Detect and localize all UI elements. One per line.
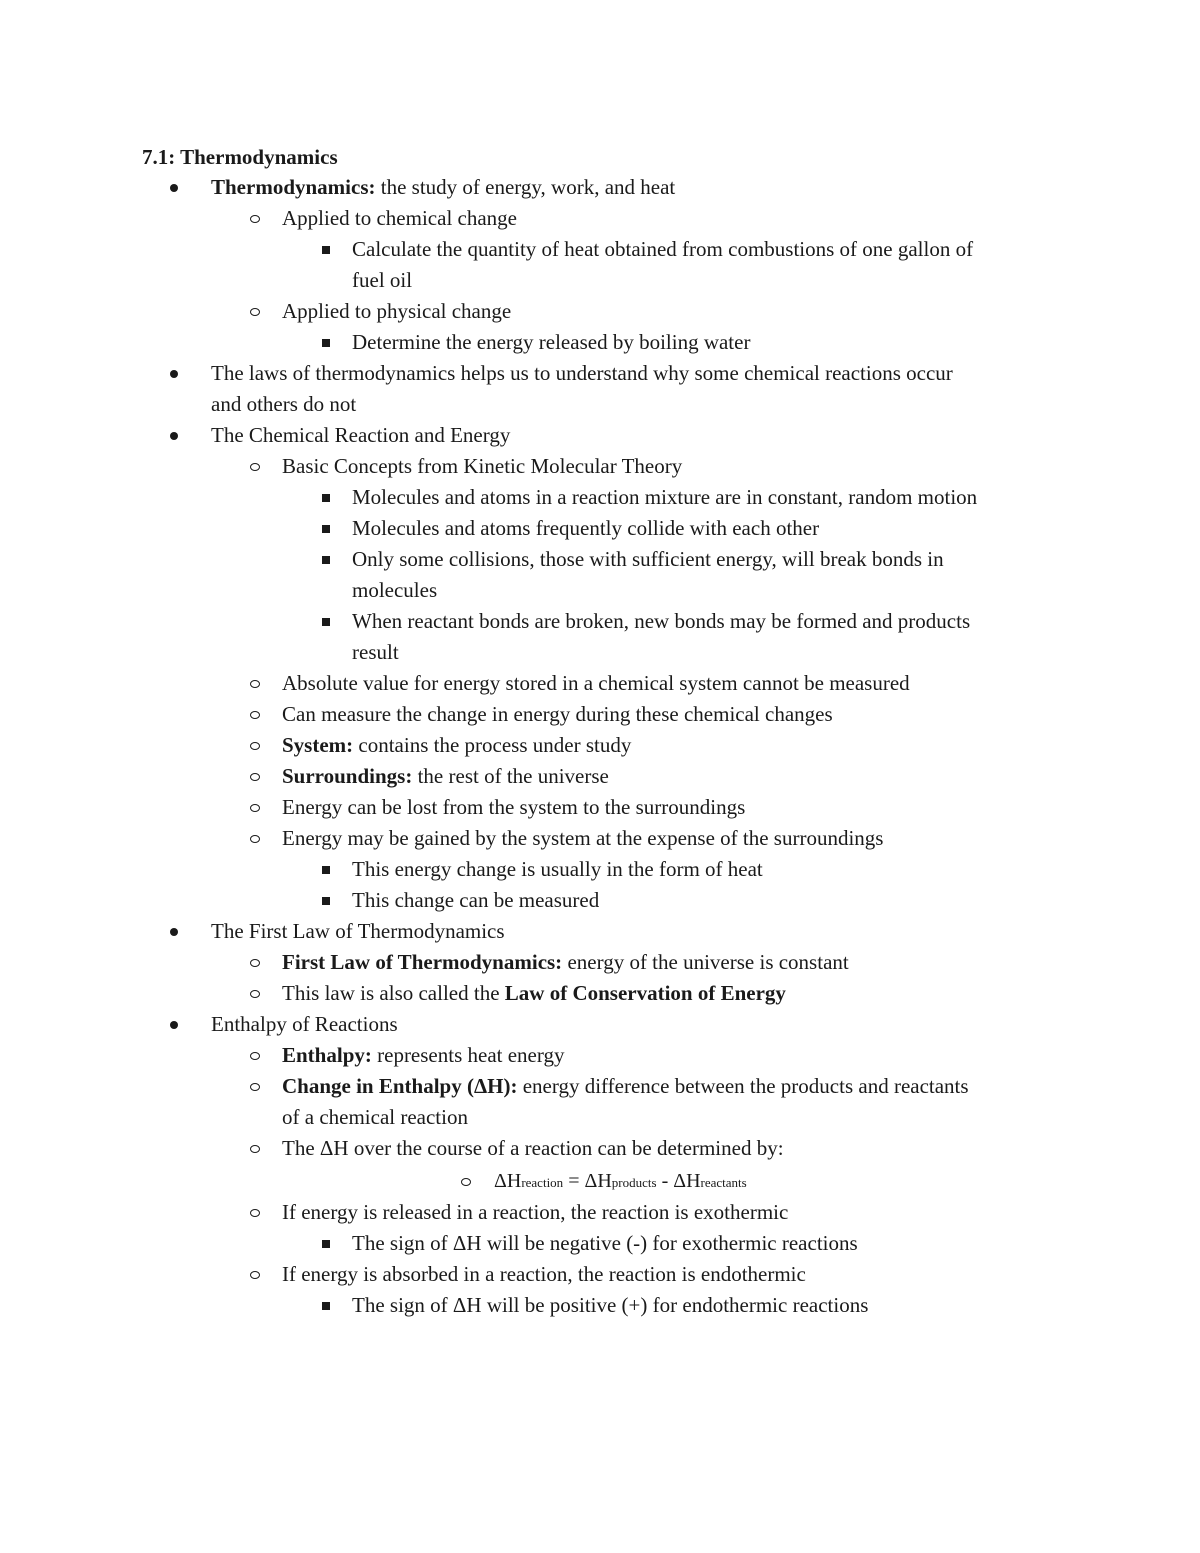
list-item: Change in Enthalpy (ΔH): energy difference between the products and reactants: [282, 1074, 969, 1098]
list-item: Absolute value for energy stored in a chemical system cannot be measured: [282, 671, 910, 695]
term: Surroundings:: [282, 764, 413, 788]
list-item-continuation: molecules: [352, 578, 438, 602]
bullet-circle: [245, 1197, 265, 1228]
list-item-continuation: of a chemical reaction: [282, 1105, 468, 1129]
bullet-dot: [164, 420, 184, 451]
bullet-square: [316, 1290, 336, 1321]
bullet-dot: [164, 172, 184, 203]
list-item: This change can be measured: [352, 888, 600, 912]
list-item: The Chemical Reaction and Energy: [211, 423, 511, 447]
bullet-circle: [245, 978, 265, 1009]
bullet-circle: [245, 1133, 265, 1164]
list-item: Calculate the quantity of heat obtained from combustions of one gallon of: [352, 237, 974, 261]
bullet-circle: [245, 1259, 265, 1290]
list-item: The sign of ΔH will be positive (+) for endothermic reactions: [352, 1293, 869, 1317]
list-item: Enthalpy: represents heat energy: [282, 1043, 565, 1067]
list-item: Basic Concepts from Kinetic Molecular Theory: [282, 454, 683, 478]
bullet-circle: [245, 1071, 265, 1102]
list-item: First Law of Thermodynamics: energy of the universe is constant: [282, 950, 849, 974]
bullet-square: [316, 854, 336, 885]
list-item: Enthalpy of Reactions: [211, 1012, 398, 1036]
term: First Law of Thermodynamics:: [282, 950, 563, 974]
bullet-circle: [245, 451, 265, 482]
list-item: The ΔH over the course of a reaction can be determined by:: [282, 1136, 784, 1160]
bullet-square: [316, 544, 336, 575]
bullet-dot: [164, 358, 184, 389]
bullet-circle: [245, 296, 265, 327]
term: Change in Enthalpy (ΔH):: [282, 1074, 518, 1098]
list-item: Energy may be gained by the system at the expense of the surroundings: [282, 826, 884, 850]
term: Enthalpy:: [282, 1043, 372, 1067]
bullet-square: [316, 606, 336, 637]
term: System:: [282, 733, 354, 757]
list-item: Only some collisions, those with sufficient energy, will break bonds in: [352, 547, 944, 571]
bullet-circle: [245, 203, 265, 234]
list-item: Energy can be lost from the system to the surroundings: [282, 795, 746, 819]
list-item: The First Law of Thermodynamics: [211, 919, 505, 943]
bullet-circle: [245, 947, 265, 978]
list-item: This energy change is usually in the form of heat: [352, 857, 763, 881]
list-item: Applied to chemical change: [282, 206, 517, 230]
list-item: Thermodynamics: the study of energy, work, and heat: [211, 175, 676, 199]
bullet-circle: [245, 761, 265, 792]
list-item: If energy is absorbed in a reaction, the reaction is endothermic: [282, 1262, 806, 1286]
list-item: Molecules and atoms in a reaction mixture are in constant, random motion: [352, 485, 978, 509]
bullet-circle: [245, 699, 265, 730]
bullet-square: [316, 482, 336, 513]
bullet-square: [316, 1228, 336, 1259]
list-item: The laws of thermodynamics helps us to understand why some chemical reactions occur: [211, 361, 953, 385]
enthalpy-equation: ΔHreaction = ΔHproducts - ΔHreactants: [494, 1170, 747, 1192]
list-item: Surroundings: the rest of the universe: [282, 764, 609, 788]
bullet-square: [316, 327, 336, 358]
bullet-square: [316, 513, 336, 544]
bullet-circle: [245, 792, 265, 823]
term: Thermodynamics:: [211, 175, 376, 199]
list-item-continuation: fuel oil: [352, 268, 413, 292]
list-item-continuation: result: [352, 640, 399, 664]
list-item: System: contains the process under study: [282, 733, 632, 757]
bullet-dot: [164, 916, 184, 947]
list-item: This law is also called the Law of Conservation of Energy: [282, 981, 786, 1005]
bullet-square: [316, 885, 336, 916]
list-item: Can measure the change in energy during these chemical changes: [282, 702, 833, 726]
list-item: If energy is released in a reaction, the reaction is exothermic: [282, 1200, 789, 1224]
list-item: Molecules and atoms frequently collide with each other: [352, 516, 820, 540]
bullet-circle: [245, 823, 265, 854]
bullet-circle: [245, 730, 265, 761]
bullet-circle: [456, 1166, 476, 1197]
list-item: The sign of ΔH will be negative (-) for exothermic reactions: [352, 1231, 858, 1255]
term: Law of Conservation of Energy: [504, 981, 786, 1005]
bullet-square: [316, 234, 336, 265]
section-heading: 7.1: Thermodynamics: [142, 145, 338, 169]
list-item: Applied to physical change: [282, 299, 512, 323]
bullet-dot: [164, 1009, 184, 1040]
bullet-circle: [245, 668, 265, 699]
list-item-continuation: and others do not: [211, 392, 357, 416]
bullet-circle: [245, 1040, 265, 1071]
list-item: When reactant bonds are broken, new bonds may be formed and products: [352, 609, 971, 633]
list-item: Determine the energy released by boiling water: [352, 330, 751, 354]
